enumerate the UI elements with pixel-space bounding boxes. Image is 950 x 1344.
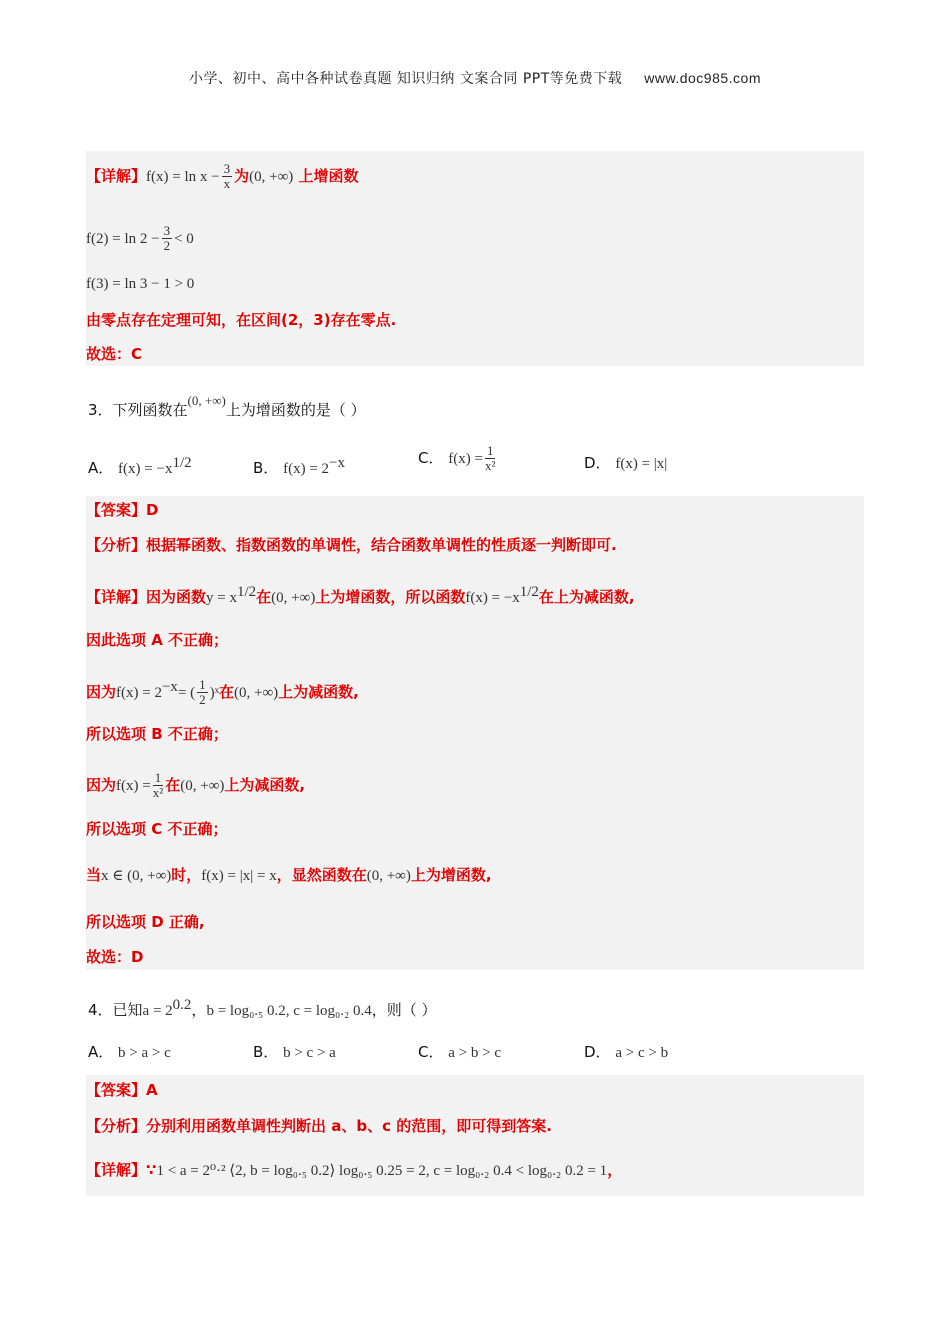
interval: (0, +∞) bbox=[366, 868, 411, 884]
analysis-line: 【分析】根据幂函数、指数函数的单调性，结合函数单调性的性质逐一判断即可. bbox=[86, 536, 617, 554]
math-expr: b = log₀.₅ 0.2, c = log₀.₂ 0.4 bbox=[206, 1003, 372, 1019]
option-d bbox=[584, 452, 667, 475]
option-a bbox=[88, 1041, 171, 1064]
question-text: 4．已知 bbox=[88, 1001, 143, 1019]
answer-line: 【答案】D bbox=[86, 501, 159, 519]
option-label: B． bbox=[253, 459, 279, 477]
fraction bbox=[485, 444, 496, 473]
option-d bbox=[584, 1041, 668, 1064]
detail-line-1 bbox=[86, 581, 635, 609]
fraction bbox=[222, 162, 233, 191]
solution-block-q3 bbox=[86, 496, 864, 970]
option-label: D． bbox=[584, 454, 611, 472]
analysis-line: 【分析】分别利用函数单调性判断出 a、b、c 的范围，即可得到答案. bbox=[86, 1117, 552, 1135]
option-label: B． bbox=[253, 1043, 279, 1061]
text: 因为 bbox=[86, 683, 117, 701]
math-expr: f(x) = |x| bbox=[615, 456, 668, 472]
option-b bbox=[253, 1041, 336, 1064]
question-3 bbox=[88, 390, 366, 421]
math-expr: f(x) = 2 bbox=[116, 685, 162, 701]
fraction bbox=[153, 771, 164, 800]
option-label: C． bbox=[418, 1043, 444, 1061]
detail-line-2: 因此选项 A 不正确； bbox=[86, 631, 229, 649]
header-site: www.doc985.com bbox=[644, 70, 761, 86]
text: ， bbox=[607, 1161, 623, 1179]
fraction-denominator: x² bbox=[152, 785, 164, 800]
fraction-numerator: 1 bbox=[154, 770, 162, 785]
page-header bbox=[0, 68, 950, 88]
question-text: 上为增函数的是（ ） bbox=[225, 401, 366, 419]
header-text: 小学、初中、高中各种试卷真题 知识归纳 文案合同 PPT等免费下载 bbox=[188, 71, 623, 87]
text: 上为减函数, bbox=[278, 683, 359, 701]
fraction-numerator: 3 bbox=[223, 161, 231, 176]
detail-label: 【详解】因为函数 bbox=[86, 588, 207, 606]
detail-line-4: 所以选项 B 不正确； bbox=[86, 725, 228, 743]
option-label: C． bbox=[418, 449, 444, 467]
math-expr: f(x) = 2 bbox=[283, 461, 330, 477]
conclusion-line: 由零点存在定理可知，在区间(2，3)存在零点. bbox=[86, 311, 397, 329]
math-expr: a > b > c bbox=[448, 1045, 501, 1061]
fraction-numerator: 1 bbox=[486, 443, 494, 458]
text: ，显然函数在 bbox=[276, 866, 367, 884]
exponent: 1/2 bbox=[236, 584, 257, 600]
detail-line-5 bbox=[86, 771, 305, 800]
exponent: −x bbox=[161, 679, 178, 695]
math-expr: f(x) = bbox=[448, 451, 483, 467]
exponent: −x bbox=[329, 455, 345, 471]
interval: (0, +∞) bbox=[180, 778, 225, 794]
option-c bbox=[418, 1041, 501, 1064]
detail-line-3 bbox=[86, 272, 194, 295]
math-expr: = ( bbox=[177, 685, 196, 701]
text: 因为 bbox=[86, 776, 117, 794]
fraction bbox=[197, 678, 208, 707]
math-expr: b > a > c bbox=[118, 1045, 171, 1061]
text: 上为增函数，所以函数 bbox=[315, 588, 466, 606]
math-expr: f(2) = ln 2 − bbox=[86, 231, 160, 247]
question-text: 3．下列函数在 bbox=[88, 401, 188, 419]
detail-line-8: 所以选项 D 正确, bbox=[86, 913, 205, 931]
fraction-denominator: 2 bbox=[199, 692, 206, 707]
exponent: 0.2 bbox=[172, 997, 192, 1013]
math-expr: < 0 bbox=[174, 231, 194, 247]
detail-line-1 bbox=[86, 162, 359, 191]
text: 为 bbox=[234, 167, 250, 185]
math-expr: f(x) = −x bbox=[465, 590, 520, 606]
text: 在 bbox=[219, 683, 235, 701]
fraction-denominator: x² bbox=[485, 458, 496, 473]
question-4 bbox=[88, 994, 437, 1022]
detail-line-6: 所以选项 C 不正确； bbox=[86, 820, 228, 838]
fraction-denominator: 2 bbox=[163, 238, 171, 253]
math-expr: a = 2 bbox=[142, 1003, 173, 1019]
text: 当 bbox=[86, 866, 102, 884]
math-expr: f(x) = |x| = x bbox=[201, 868, 277, 884]
text: 在上为减函数, bbox=[538, 588, 635, 606]
exponent: 1/2 bbox=[519, 584, 539, 600]
math-expr: y = x bbox=[206, 590, 237, 606]
option-label: A． bbox=[88, 1043, 114, 1061]
interval: (0, +∞) bbox=[187, 393, 226, 408]
detail-label: 【详解】∵ bbox=[86, 1161, 157, 1179]
math-expr: 1 < a = 2⁰·² ⟨2, b = log₀.₅ 0.2⟩ log₀.₅ 0.25 = 2, c = log₀.₂ 0.4 < log₀.₂ 0.2 = 1 bbox=[156, 1163, 608, 1179]
solution-block-q4 bbox=[86, 1075, 864, 1196]
text: 在 bbox=[165, 776, 181, 794]
choice-line: 故选：C bbox=[86, 345, 143, 363]
solution-block-q2 bbox=[86, 151, 864, 366]
math-expr: )ˣ bbox=[209, 685, 219, 701]
detail-label: 【详解】 bbox=[86, 167, 147, 185]
math-expr: f(x) = ln x − bbox=[146, 169, 220, 185]
text: 上为增函数, bbox=[410, 866, 492, 884]
math-expr: a > c > b bbox=[615, 1045, 669, 1061]
option-c bbox=[418, 444, 497, 473]
option-b bbox=[253, 452, 345, 480]
fraction-denominator: x bbox=[223, 176, 231, 191]
option-label: A． bbox=[88, 459, 114, 477]
question-text: ，则（ ） bbox=[371, 1001, 437, 1019]
text: 在 bbox=[256, 588, 272, 606]
fraction bbox=[162, 224, 173, 253]
detail-line-3 bbox=[86, 676, 359, 707]
text: 上增函数 bbox=[298, 167, 359, 185]
text: 上为减函数, bbox=[224, 776, 306, 794]
text: ， bbox=[191, 1001, 207, 1019]
detail-line-1 bbox=[86, 1159, 622, 1182]
interval: (0, +∞) bbox=[234, 685, 279, 701]
math-expr: x ∈ (0, +∞) bbox=[101, 868, 172, 884]
text: 时， bbox=[171, 866, 202, 884]
fraction-numerator: 1 bbox=[199, 677, 206, 692]
exponent: 1/2 bbox=[172, 455, 192, 471]
answer-line: 【答案】A bbox=[86, 1081, 158, 1099]
interval: (0, +∞) bbox=[271, 590, 316, 606]
math-expr: f(x) = bbox=[116, 778, 151, 794]
detail-line-7 bbox=[86, 864, 492, 887]
option-a bbox=[88, 452, 192, 480]
interval: (0, +∞) bbox=[249, 169, 294, 185]
math-expr: f(x) = −x bbox=[118, 461, 173, 477]
math-expr: b > c > a bbox=[283, 1045, 336, 1061]
detail-line-2 bbox=[86, 224, 194, 253]
choice-line: 故选：D bbox=[86, 948, 144, 966]
math-expr: f(3) = ln 3 − 1 > 0 bbox=[86, 276, 195, 292]
fraction-numerator: 3 bbox=[163, 223, 171, 238]
option-label: D． bbox=[584, 1043, 611, 1061]
